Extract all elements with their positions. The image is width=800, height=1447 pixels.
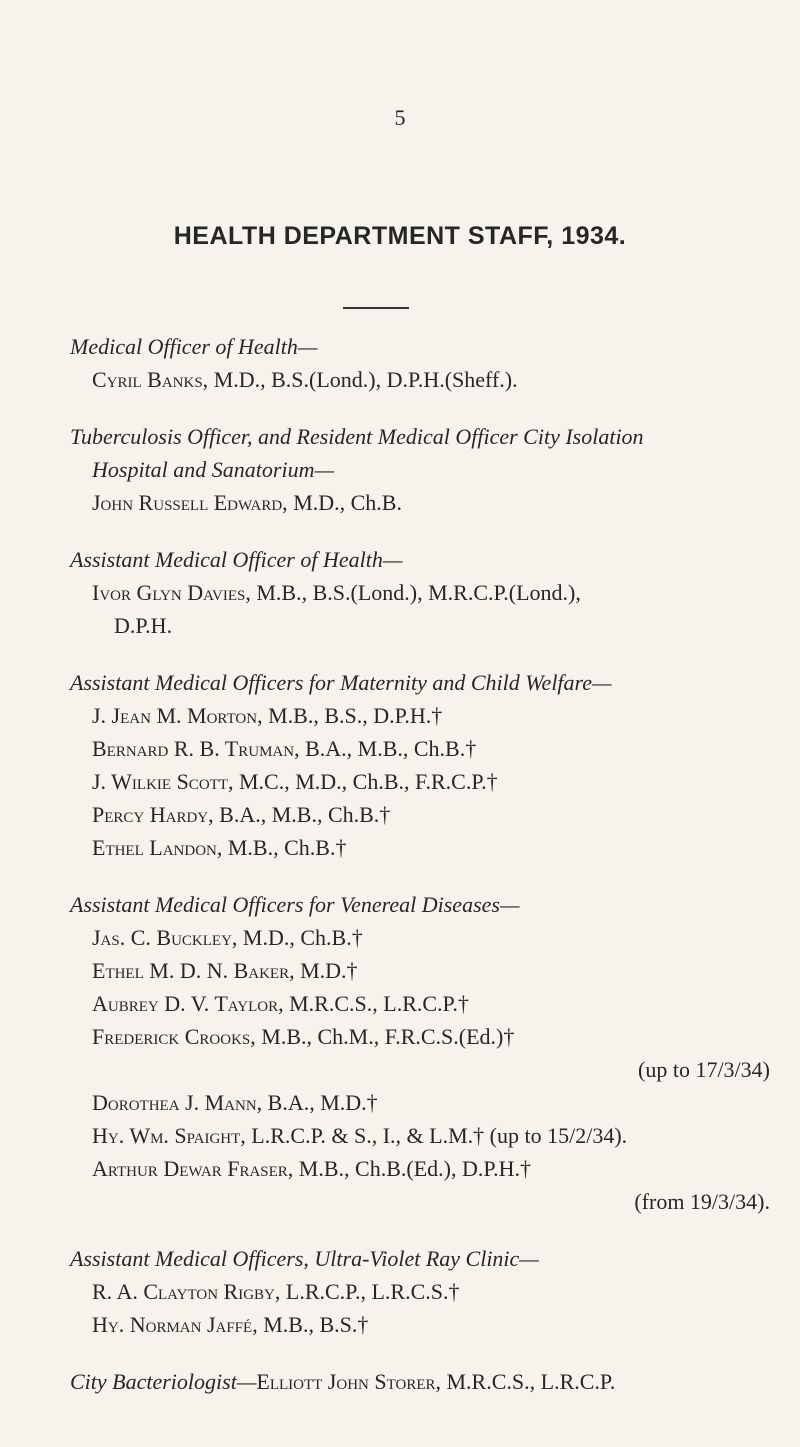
section-assistant-moh bbox=[70, 543, 770, 642]
staff-entry bbox=[70, 831, 770, 864]
staff-qualifications: M.D., B.S.(Lond.), D.P.H.(Sheff.). bbox=[213, 367, 518, 392]
staff-qualifications: M.B., Ch.B.(Ed.), D.P.H.† bbox=[298, 1156, 532, 1181]
staff-qualifications: M.B., Ch.B.† bbox=[227, 835, 347, 860]
staff-entry bbox=[70, 798, 770, 831]
section-heading: City Bacteriologist— bbox=[70, 1369, 257, 1394]
section-bacteriologist bbox=[70, 1365, 770, 1398]
staff-qualifications: M.D., Ch.B. bbox=[293, 490, 402, 515]
page-number: 5 bbox=[394, 105, 406, 130]
staff-name: Ivor Glyn Davies, bbox=[92, 580, 251, 605]
section-venereal bbox=[70, 888, 770, 1218]
staff-entry bbox=[70, 765, 770, 798]
staff-qualifications: M.B., B.S.(Lond.), M.R.C.P.(Lond.), bbox=[256, 580, 581, 605]
staff-qualifications: B.A., M.D.† bbox=[267, 1090, 378, 1115]
staff-qualifications-continued: D.P.H. bbox=[114, 613, 173, 638]
section-ultra-violet bbox=[70, 1242, 770, 1341]
section-heading bbox=[70, 666, 770, 699]
staff-entry bbox=[70, 1020, 770, 1053]
staff-name: Bernard R. B. Truman, bbox=[92, 736, 300, 761]
staff-name: J. Wilkie Scott, bbox=[92, 769, 234, 794]
staff-entry bbox=[70, 1308, 770, 1341]
staff-entry bbox=[70, 1275, 770, 1308]
staff-qualifications: L.R.C.P. & S., I., & L.M.† (up to 15/2/34). bbox=[251, 1123, 628, 1148]
staff-qualifications: M.B., Ch.M., F.R.C.S.(Ed.)† bbox=[261, 1024, 515, 1049]
staff-name: Hy. Norman Jaffé, bbox=[92, 1312, 258, 1337]
staff-qualifications: M.B., B.S., D.P.H.† bbox=[268, 703, 443, 728]
staff-name: John Russell Edward, bbox=[92, 490, 288, 515]
staff-name: Arthur Dewar Fraser, bbox=[92, 1156, 294, 1181]
staff-entry-continued bbox=[70, 609, 770, 642]
staff-name: Dorothea J. Mann, bbox=[92, 1090, 263, 1115]
heading-line: Hospital and Sanatorium— bbox=[92, 457, 335, 482]
staff-qualifications: M.R.C.S., L.R.C.P. bbox=[446, 1369, 616, 1394]
staff-entry bbox=[70, 732, 770, 765]
staff-qualifications: M.D., Ch.B.† bbox=[242, 925, 363, 950]
heading-line: Medical Officer of Health— bbox=[70, 334, 318, 359]
staff-qualifications: M.D.† bbox=[300, 958, 358, 983]
staff-name: Hy. Wm. Spaight, bbox=[92, 1123, 246, 1148]
staff-qualifications: M.B., B.S.† bbox=[263, 1312, 369, 1337]
staff-entry bbox=[70, 1086, 770, 1119]
staff-entry bbox=[70, 954, 770, 987]
staff-qualifications: M.R.C.S., L.R.C.P.† bbox=[289, 991, 469, 1016]
staff-entry bbox=[70, 921, 770, 954]
staff-name: R. A. Clayton Rigby, bbox=[92, 1279, 281, 1304]
staff-qualifications: B.A., M.B., Ch.B.† bbox=[305, 736, 477, 761]
page-title: HEALTH DEPARTMENT STAFF, 1934. bbox=[173, 222, 627, 250]
title-rule bbox=[343, 307, 409, 309]
section-maternity bbox=[70, 666, 770, 864]
staff-entry bbox=[70, 699, 770, 732]
section-heading bbox=[70, 420, 770, 486]
staff-qualifications: M.C., M.D., Ch.B., F.R.C.P.† bbox=[238, 769, 498, 794]
service-date-note: (from 19/3/34). bbox=[634, 1189, 770, 1214]
staff-name: Elliott John Storer, bbox=[256, 1369, 441, 1394]
staff-entry bbox=[70, 1119, 770, 1152]
staff-entry bbox=[70, 576, 770, 609]
section-tuberculosis bbox=[70, 420, 770, 519]
staff-name: Aubrey D. V. Taylor, bbox=[92, 991, 284, 1016]
staff-qualifications: L.R.C.P., L.R.C.S.† bbox=[285, 1279, 460, 1304]
heading-line: Assistant Medical Officer of Health— bbox=[70, 547, 403, 572]
staff-entry bbox=[70, 1152, 770, 1185]
staff-entry bbox=[70, 363, 770, 396]
heading-line: Tuberculosis Officer, and Resident Medical Officer City Isolation bbox=[70, 424, 644, 449]
staff-name: Ethel M. D. N. Baker, bbox=[92, 958, 295, 983]
staff-entry bbox=[70, 486, 770, 519]
section-moh bbox=[70, 330, 770, 396]
heading-line: Assistant Medical Officers for Maternity and Child Welfare— bbox=[70, 670, 612, 695]
section-heading bbox=[70, 543, 770, 576]
staff-name: Percy Hardy, bbox=[92, 802, 214, 827]
heading-line: Assistant Medical Officers, Ultra-Violet Ray Clinic— bbox=[70, 1246, 539, 1271]
section-heading bbox=[70, 1242, 770, 1275]
section-heading bbox=[70, 888, 770, 921]
staff-list bbox=[70, 330, 770, 1422]
staff-name: Frederick Crooks, bbox=[92, 1024, 256, 1049]
staff-name: Jas. C. Buckley, bbox=[92, 925, 238, 950]
service-date-note: (up to 17/3/34) bbox=[638, 1057, 770, 1082]
staff-name: J. Jean M. Morton, bbox=[92, 703, 263, 728]
staff-name: Ethel Landon, bbox=[92, 835, 223, 860]
staff-qualifications: B.A., M.B., Ch.B.† bbox=[219, 802, 391, 827]
staff-entry bbox=[70, 987, 770, 1020]
staff-name: Cyril Banks, bbox=[92, 367, 209, 392]
heading-line: Assistant Medical Officers for Venereal Diseases— bbox=[70, 892, 520, 917]
section-heading bbox=[70, 330, 770, 363]
